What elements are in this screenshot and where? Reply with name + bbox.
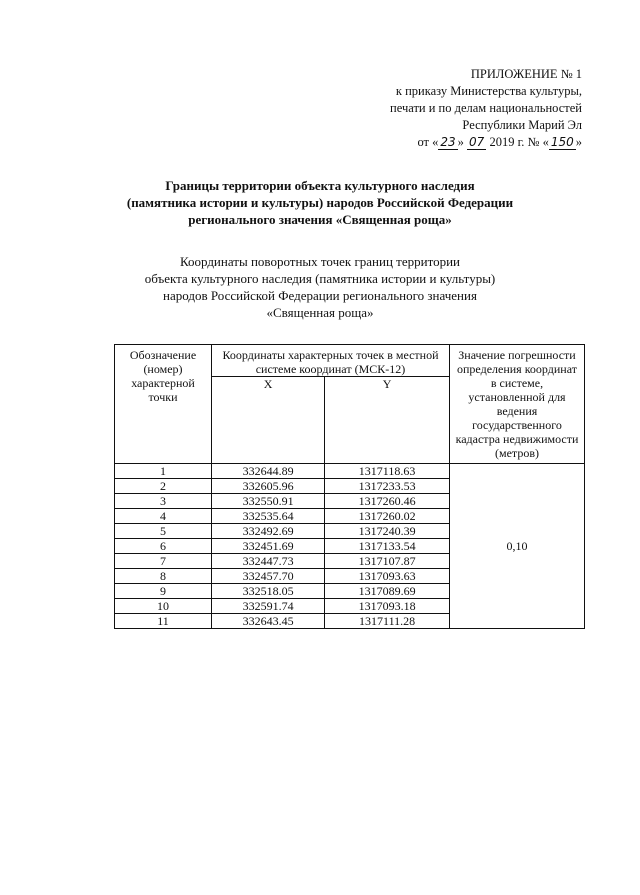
date-suffix: » — [575, 135, 582, 149]
point-number-cell: 2 — [115, 479, 212, 494]
y-coordinate-cell: 1317089.69 — [325, 584, 450, 599]
y-coordinate-cell: 1317233.53 — [325, 479, 450, 494]
y-coordinate-cell: 1317093.63 — [325, 569, 450, 584]
y-coordinate-cell: 1317093.18 — [325, 599, 450, 614]
date-day: 23 — [440, 135, 456, 149]
title-line-1: Границы территории объекта культурного наследия — [165, 178, 475, 193]
point-number-cell: 9 — [115, 584, 212, 599]
table-caption — [110, 253, 530, 321]
appendix-title: ПРИЛОЖЕНИЕ № 1 — [470, 67, 582, 81]
error-value-cell: 0,10 — [450, 464, 585, 629]
date-sep: » — [457, 135, 464, 149]
point-number-cell: 11 — [115, 614, 212, 629]
y-coordinate-cell: 1317118.63 — [325, 464, 450, 479]
x-coordinate-cell: 332644.89 — [212, 464, 325, 479]
header-error: Значение погрешности определения координат в системе, установленной для ведения государственного кадастра недвижимости (метров) — [450, 345, 585, 464]
header-coordinates: Координаты характерных точек в местной системе координат (МСК-12) — [212, 345, 450, 377]
caption-line-4: «Священная роща» — [266, 305, 374, 320]
document-title — [100, 177, 540, 228]
y-coordinate-cell: 1317260.46 — [325, 494, 450, 509]
y-coordinate-cell: 1317111.28 — [325, 614, 450, 629]
order-number: 150 — [550, 135, 574, 149]
appendix-order-ref: к приказу Министерства культуры, — [395, 84, 582, 98]
date-month: 07 — [469, 135, 485, 149]
x-coordinate-cell: 332447.73 — [212, 554, 325, 569]
appendix-republic: Республики Марий Эл — [462, 118, 582, 132]
title-line-3: регионального значения «Священная роща» — [188, 212, 452, 227]
caption-line-1: Координаты поворотных точек границ территории — [179, 254, 461, 269]
point-number-cell: 5 — [115, 524, 212, 539]
appendix-header — [322, 66, 582, 151]
y-coordinate-cell: 1317240.39 — [325, 524, 450, 539]
x-coordinate-cell: 332457.70 — [212, 569, 325, 584]
x-coordinate-cell: 332518.05 — [212, 584, 325, 599]
table-row — [115, 464, 585, 479]
point-number-cell: 7 — [115, 554, 212, 569]
x-coordinate-cell: 332535.64 — [212, 509, 325, 524]
point-number-cell: 1 — [115, 464, 212, 479]
x-coordinate-cell: 332492.69 — [212, 524, 325, 539]
appendix-date-line — [322, 134, 582, 151]
x-coordinate-cell: 332605.96 — [212, 479, 325, 494]
date-year: 2019 г. № « — [489, 135, 549, 149]
point-number-cell: 4 — [115, 509, 212, 524]
y-coordinate-cell: 1317133.54 — [325, 539, 450, 554]
x-coordinate-cell: 332643.45 — [212, 614, 325, 629]
caption-line-2: объекта культурного наследия (памятника истории и культуры) — [144, 271, 496, 286]
x-coordinate-cell: 332550.91 — [212, 494, 325, 509]
appendix-ministry: печати и по делам национальностей — [390, 101, 582, 115]
point-number-cell: 6 — [115, 539, 212, 554]
x-coordinate-cell: 332451.69 — [212, 539, 325, 554]
point-number-cell: 3 — [115, 494, 212, 509]
caption-line-3: народов Российской Федерации регионального значения — [163, 288, 477, 303]
coordinates-table — [114, 344, 585, 629]
table-body — [115, 464, 585, 629]
header-x: X — [212, 377, 325, 464]
x-coordinate-cell: 332591.74 — [212, 599, 325, 614]
header-point-number: Обозначение (номер) характерной точки — [115, 345, 212, 464]
point-number-cell: 10 — [115, 599, 212, 614]
point-number-cell: 8 — [115, 569, 212, 584]
y-coordinate-cell: 1317260.02 — [325, 509, 450, 524]
header-y: Y — [325, 377, 450, 464]
title-line-2: (памятника истории и культуры) народов Российской Федерации — [126, 195, 514, 210]
date-prefix: от « — [417, 135, 439, 149]
y-coordinate-cell: 1317107.87 — [325, 554, 450, 569]
